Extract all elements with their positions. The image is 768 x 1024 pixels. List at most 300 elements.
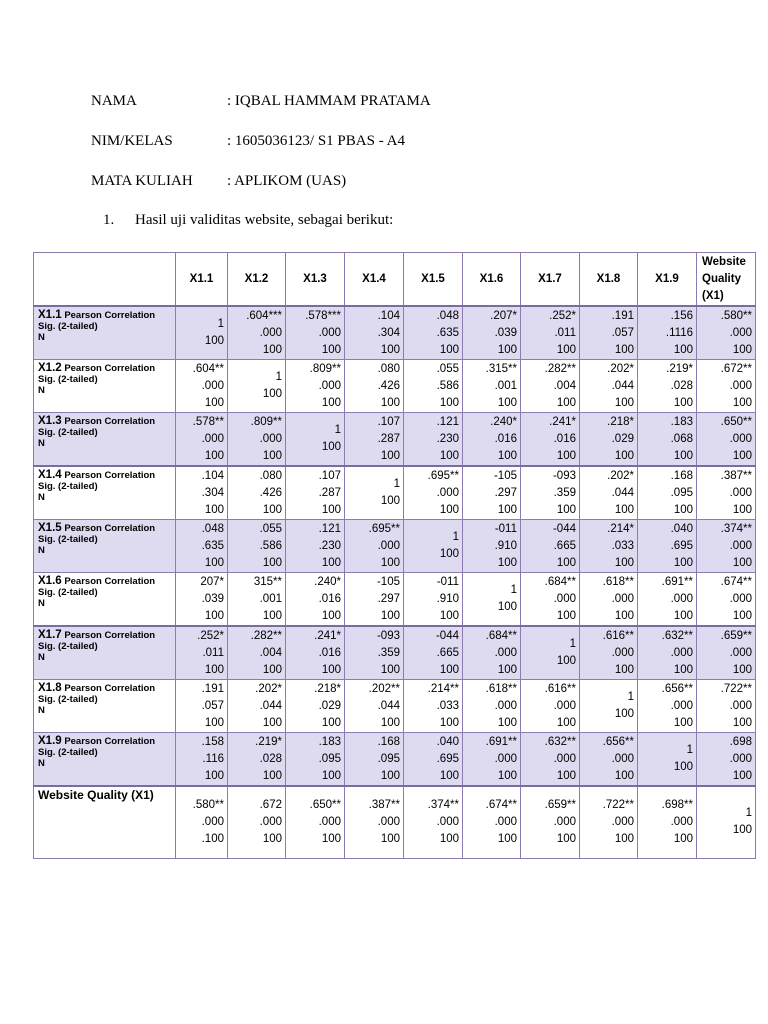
correlation-value: .121: [436, 416, 459, 428]
n-value: 100: [673, 717, 693, 729]
pearson-label: Pearson Correlation: [64, 416, 156, 427]
row-label: [34, 680, 176, 733]
correlation-value: .214**: [427, 683, 459, 695]
sig-value: .000: [201, 433, 224, 445]
correlation-cell: [638, 573, 697, 627]
pearson-label: Pearson Correlation: [64, 630, 156, 641]
column-header: Website Quality (X1): [697, 253, 756, 307]
table-row: [34, 306, 756, 360]
correlation-cell: [345, 573, 404, 627]
sig-value: .000: [494, 753, 517, 765]
n-value: 100: [497, 397, 517, 409]
n-value: 100: [614, 770, 634, 782]
correlation-value: .387**: [720, 470, 752, 482]
n-label: N: [38, 598, 45, 609]
correlation-cell: [580, 573, 638, 627]
sig-value: .029: [611, 433, 634, 445]
sig-value: .000: [259, 816, 282, 829]
sig-value: .000: [611, 816, 634, 829]
sig-label: Sig. (2-tailed): [38, 587, 98, 598]
correlation-cell: [697, 680, 756, 733]
n-value: 100: [614, 833, 634, 846]
correlation-value: .691**: [485, 736, 517, 748]
n-value: 100: [321, 833, 341, 846]
table-row: [34, 360, 756, 413]
n-value: 100: [204, 335, 224, 347]
sig-value: .057: [611, 327, 634, 339]
sig-value: .000: [553, 593, 576, 605]
correlation-cell: [463, 466, 521, 520]
correlation-cell: [580, 520, 638, 573]
correlation-value: .616**: [544, 683, 576, 695]
n-value: 100: [439, 504, 459, 516]
sig-value: .044: [377, 700, 400, 712]
correlation-cell: [697, 306, 756, 360]
sig-value: .287: [318, 487, 341, 499]
n-value: 100: [497, 770, 517, 782]
correlation-cell: [580, 626, 638, 680]
sig-value: .230: [436, 433, 459, 445]
sig-value: .016: [318, 647, 341, 659]
sig-value: .001: [259, 593, 282, 605]
sig-value: .910: [436, 593, 459, 605]
n-value: 100: [321, 770, 341, 782]
n-value: 100: [556, 655, 576, 667]
correlation-cell: [521, 520, 580, 573]
sig-label: Sig. (2-tailed): [38, 481, 98, 492]
correlation-cell: [463, 360, 521, 413]
n-value: 100: [262, 557, 282, 569]
n-value: 100: [497, 450, 517, 462]
n-value: 100: [614, 610, 634, 622]
correlation-value: .809**: [250, 416, 282, 428]
variable-name: X1.4: [38, 469, 62, 481]
correlation-value: .040: [670, 523, 693, 535]
correlation-value: .659**: [544, 799, 576, 812]
correlation-cell: [697, 520, 756, 573]
correlation-value: .202*: [607, 363, 634, 375]
correlation-value: .191: [201, 683, 224, 695]
correlation-cell: [286, 786, 345, 858]
sig-value: .287: [377, 433, 400, 445]
correlation-value: .202**: [368, 683, 400, 695]
diagonal-cell: [176, 306, 228, 360]
table-row: [34, 573, 756, 627]
correlation-cell: [404, 786, 463, 858]
correlation-cell: [463, 786, 521, 858]
correlation-value: 1: [569, 638, 576, 650]
n-value: 100: [439, 397, 459, 409]
correlation-value: -105: [376, 576, 400, 588]
n-value: 100: [497, 504, 517, 516]
sig-value: .000: [729, 487, 752, 499]
n-value: 100: [439, 833, 459, 846]
correlation-value: .241*: [549, 416, 576, 428]
correlation-cell: [404, 573, 463, 627]
correlation-value: .214*: [607, 523, 634, 535]
sig-value: .000: [729, 753, 752, 765]
table-header-row: [34, 253, 756, 307]
correlation-cell: [463, 626, 521, 680]
correlation-table: [33, 252, 756, 859]
n-value: 100: [732, 344, 752, 356]
correlation-value: .104: [377, 310, 400, 322]
n-value: 100: [614, 397, 634, 409]
n-value: 100: [262, 833, 282, 846]
n-value: 100: [439, 450, 459, 462]
n-value: 100: [614, 664, 634, 676]
correlation-cell: [345, 680, 404, 733]
n-value: 100: [732, 610, 752, 622]
correlation-value: .241*: [314, 630, 341, 642]
sig-value: .000: [729, 433, 752, 445]
correlation-value: .168: [377, 736, 400, 748]
n-value: 100: [497, 344, 517, 356]
n-label: N: [38, 332, 45, 343]
sig-value: .000: [259, 327, 282, 339]
n-value: 100: [556, 397, 576, 409]
n-value: 100: [673, 833, 693, 846]
correlation-cell: [228, 733, 286, 787]
sig-label: Sig. (2-tailed): [38, 534, 98, 545]
course-label: MATA KULIAH: [91, 173, 193, 189]
n-value: 100: [732, 770, 752, 782]
n-label: N: [38, 385, 45, 396]
pearson-label: Pearson Correlation: [64, 470, 156, 481]
correlation-value: 1: [745, 807, 752, 820]
n-value: 100: [380, 610, 400, 622]
correlation-cell: [521, 733, 580, 787]
n-value: 100: [380, 397, 400, 409]
n-value: 100: [497, 557, 517, 569]
sig-value: .910: [494, 540, 517, 552]
correlation-value: .387**: [368, 799, 400, 812]
sig-value: .004: [553, 380, 576, 392]
n-value: 100: [732, 557, 752, 569]
n-value: 100: [673, 557, 693, 569]
correlation-cell: [638, 306, 697, 360]
n-value: 100: [321, 557, 341, 569]
correlation-cell: [176, 466, 228, 520]
pearson-label: Pearson Correlation: [64, 736, 156, 747]
sig-value: .000: [201, 816, 224, 829]
course-value: : APLIKOM (UAS): [227, 173, 347, 189]
sig-value: .000: [553, 816, 576, 829]
row-label: [34, 573, 176, 627]
n-value: 100: [497, 717, 517, 729]
variable-name: X1.5: [38, 522, 62, 534]
variable-name: Website Quality (X1): [38, 788, 154, 802]
sig-value: .011: [202, 647, 224, 659]
correlation-value: .650**: [309, 799, 341, 812]
column-header: X1.7: [521, 253, 580, 307]
sig-value: .028: [259, 753, 282, 765]
correlation-cell: [176, 680, 228, 733]
correlation-value: .282**: [250, 630, 282, 642]
sig-value: .635: [436, 327, 459, 339]
column-header: X1.4: [345, 253, 404, 307]
correlation-value: -105: [493, 470, 517, 482]
correlation-cell: [697, 466, 756, 520]
n-value: 100: [321, 397, 341, 409]
nim-value: : 1605036123/ S1 PBAS - A4: [227, 133, 405, 149]
correlation-cell: [521, 466, 580, 520]
sig-value: .000: [377, 816, 400, 829]
correlation-value: .282**: [544, 363, 576, 375]
diagonal-cell: [638, 733, 697, 787]
correlation-value: .809**: [309, 363, 341, 375]
n-value: 100: [673, 610, 693, 622]
n-value: 100: [497, 664, 517, 676]
correlation-cell: [286, 680, 345, 733]
sig-value: .000: [259, 433, 282, 445]
correlation-value: .107: [377, 416, 400, 428]
sig-value: .230: [318, 540, 341, 552]
correlation-cell: [697, 626, 756, 680]
correlation-cell: [404, 306, 463, 360]
sig-value: .665: [436, 647, 459, 659]
n-value: 100: [732, 664, 752, 676]
column-header: X1.1: [176, 253, 228, 307]
correlation-value: .219*: [255, 736, 282, 748]
variable-name: X1.6: [38, 575, 62, 587]
sig-value: .000: [318, 327, 341, 339]
n-value: 100: [439, 664, 459, 676]
correlation-value: .580**: [720, 310, 752, 322]
column-header: X1.5: [404, 253, 463, 307]
n-value: 100: [204, 664, 224, 676]
sig-value: .000: [729, 647, 752, 659]
n-value: 100: [321, 344, 341, 356]
n-value: 100: [673, 397, 693, 409]
correlation-value: 1: [334, 424, 341, 436]
correlation-value: .604**: [192, 363, 224, 375]
correlation-cell: [404, 466, 463, 520]
correlation-value: .580**: [192, 799, 224, 812]
sig-value: .000: [494, 647, 517, 659]
sig-value: .057: [201, 700, 224, 712]
correlation-cell: [638, 786, 697, 858]
pearson-label: Pearson Correlation: [64, 310, 156, 321]
correlation-value: -011: [494, 523, 517, 535]
n-value: 100: [262, 388, 282, 400]
n-value: 100: [614, 504, 634, 516]
sig-value: .116: [202, 753, 224, 765]
sig-value: .359: [553, 487, 576, 499]
correlation-value: .156: [670, 310, 693, 322]
correlation-value: .168: [670, 470, 693, 482]
n-value: 100: [673, 664, 693, 676]
list-text: Hasil uji validitas website, sebagai berikut:: [135, 212, 394, 228]
correlation-cell: [404, 413, 463, 467]
sig-value: .304: [201, 487, 224, 499]
sig-value: .016: [494, 433, 517, 445]
correlation-value: .191: [611, 310, 634, 322]
row-label: [34, 413, 176, 467]
correlation-value: .202*: [255, 683, 282, 695]
n-value: 100: [614, 344, 634, 356]
correlation-cell: [228, 573, 286, 627]
sig-value: .095: [670, 487, 693, 499]
n-value: 100: [556, 504, 576, 516]
correlation-cell: [176, 360, 228, 413]
correlation-cell: [345, 520, 404, 573]
correlation-value: .048: [436, 310, 459, 322]
pearson-label: Pearson Correlation: [64, 576, 156, 587]
n-value: 100: [673, 504, 693, 516]
correlation-cell: [286, 573, 345, 627]
correlation-cell: [176, 573, 228, 627]
table-row: [34, 413, 756, 467]
correlation-cell: [228, 626, 286, 680]
pearson-label: Pearson Correlation: [64, 683, 156, 694]
correlation-value: .722**: [720, 683, 752, 695]
correlation-value: .656**: [661, 683, 693, 695]
correlation-value: 1: [275, 371, 282, 383]
correlation-value: -044: [435, 630, 459, 642]
n-value: 100: [380, 344, 400, 356]
correlation-value: 1: [452, 531, 459, 543]
correlation-cell: [463, 680, 521, 733]
variable-name: X1.3: [38, 415, 62, 427]
correlation-cell: [463, 733, 521, 787]
row-label: [34, 466, 176, 520]
sig-label: Sig. (2-tailed): [38, 747, 98, 758]
pearson-label: Pearson Correlation: [64, 363, 156, 374]
sig-value: .095: [318, 753, 341, 765]
sig-value: .000: [436, 487, 459, 499]
correlation-value: -093: [552, 470, 576, 482]
correlation-value: .055: [259, 523, 282, 535]
correlation-value: .240*: [314, 576, 341, 588]
n-value: 100: [380, 770, 400, 782]
n-value: 100: [204, 770, 224, 782]
sig-value: .000: [377, 540, 400, 552]
correlation-value: .252*: [197, 630, 224, 642]
correlation-value: .104: [201, 470, 224, 482]
correlation-cell: [228, 520, 286, 573]
sig-value: .001: [494, 380, 517, 392]
n-label: N: [38, 438, 45, 449]
correlation-value: .656**: [602, 736, 634, 748]
n-value: 100: [204, 450, 224, 462]
n-label: N: [38, 652, 45, 663]
correlation-value: .632**: [661, 630, 693, 642]
n-value: 100: [673, 344, 693, 356]
correlation-value: .650**: [720, 416, 752, 428]
sig-value: .304: [377, 327, 400, 339]
correlation-value: .698: [729, 736, 752, 748]
sig-value: .586: [436, 380, 459, 392]
n-value: 100: [204, 557, 224, 569]
column-header: X1.9: [638, 253, 697, 307]
correlation-value: .691**: [661, 576, 693, 588]
sig-value: .426: [259, 487, 282, 499]
correlation-value: 1: [393, 478, 400, 490]
correlation-cell: [697, 413, 756, 467]
sig-label: Sig. (2-tailed): [38, 374, 98, 385]
correlation-value: .183: [670, 416, 693, 428]
correlation-value: .672**: [720, 363, 752, 375]
sig-value: .1116: [665, 327, 693, 339]
sig-value: .033: [436, 700, 459, 712]
correlation-cell: [521, 413, 580, 467]
corner-cell: [34, 253, 176, 307]
correlation-cell: [404, 733, 463, 787]
correlation-value: .604***: [246, 310, 282, 322]
correlation-value: .374**: [427, 799, 459, 812]
n-value: 100: [262, 344, 282, 356]
sig-value: .044: [259, 700, 282, 712]
sig-value: .000: [201, 380, 224, 392]
n-value: 100: [380, 717, 400, 729]
correlation-value: .618**: [602, 576, 634, 588]
n-value: 100: [321, 664, 341, 676]
correlation-cell: [463, 306, 521, 360]
correlation-cell: [345, 360, 404, 413]
n-label: N: [38, 705, 45, 716]
correlation-cell: [228, 466, 286, 520]
n-value: .100: [201, 833, 224, 846]
n-value: 100: [673, 450, 693, 462]
correlation-cell: [697, 733, 756, 787]
n-value: 100: [439, 610, 459, 622]
correlation-cell: [521, 786, 580, 858]
sig-label: Sig. (2-tailed): [38, 427, 98, 438]
correlation-cell: [286, 466, 345, 520]
table-row: [34, 733, 756, 787]
correlation-value: .121: [318, 523, 341, 535]
sig-value: .000: [318, 816, 341, 829]
correlation-cell: [286, 733, 345, 787]
n-value: 100: [262, 610, 282, 622]
diagonal-cell: [697, 786, 756, 858]
sig-value: .068: [670, 433, 693, 445]
row-label: [34, 786, 176, 858]
n-label: N: [38, 492, 45, 503]
correlation-cell: [228, 413, 286, 467]
sig-value: .000: [611, 753, 634, 765]
sig-value: .044: [611, 380, 634, 392]
sig-value: .359: [377, 647, 400, 659]
correlation-cell: [638, 466, 697, 520]
n-value: 100: [321, 610, 341, 622]
sig-value: .695: [670, 540, 693, 552]
n-value: 100: [497, 833, 517, 846]
correlation-value: 1: [686, 744, 693, 756]
n-value: 100: [439, 548, 459, 560]
n-value: 100: [262, 450, 282, 462]
sig-value: .095: [377, 753, 400, 765]
correlation-cell: [176, 733, 228, 787]
sig-value: .000: [611, 593, 634, 605]
correlation-cell: [345, 413, 404, 467]
variable-name: X1.2: [38, 362, 62, 374]
n-value: 100: [262, 664, 282, 676]
correlation-value: .659**: [720, 630, 752, 642]
row-label: [34, 733, 176, 787]
sig-value: .665: [553, 540, 576, 552]
correlation-cell: [638, 680, 697, 733]
correlation-cell: [286, 306, 345, 360]
n-value: 100: [380, 557, 400, 569]
table-row: [34, 786, 756, 858]
diagonal-cell: [228, 360, 286, 413]
correlation-cell: [404, 680, 463, 733]
correlation-cell: [176, 520, 228, 573]
diagonal-cell: [580, 680, 638, 733]
n-value: 100: [380, 833, 400, 846]
